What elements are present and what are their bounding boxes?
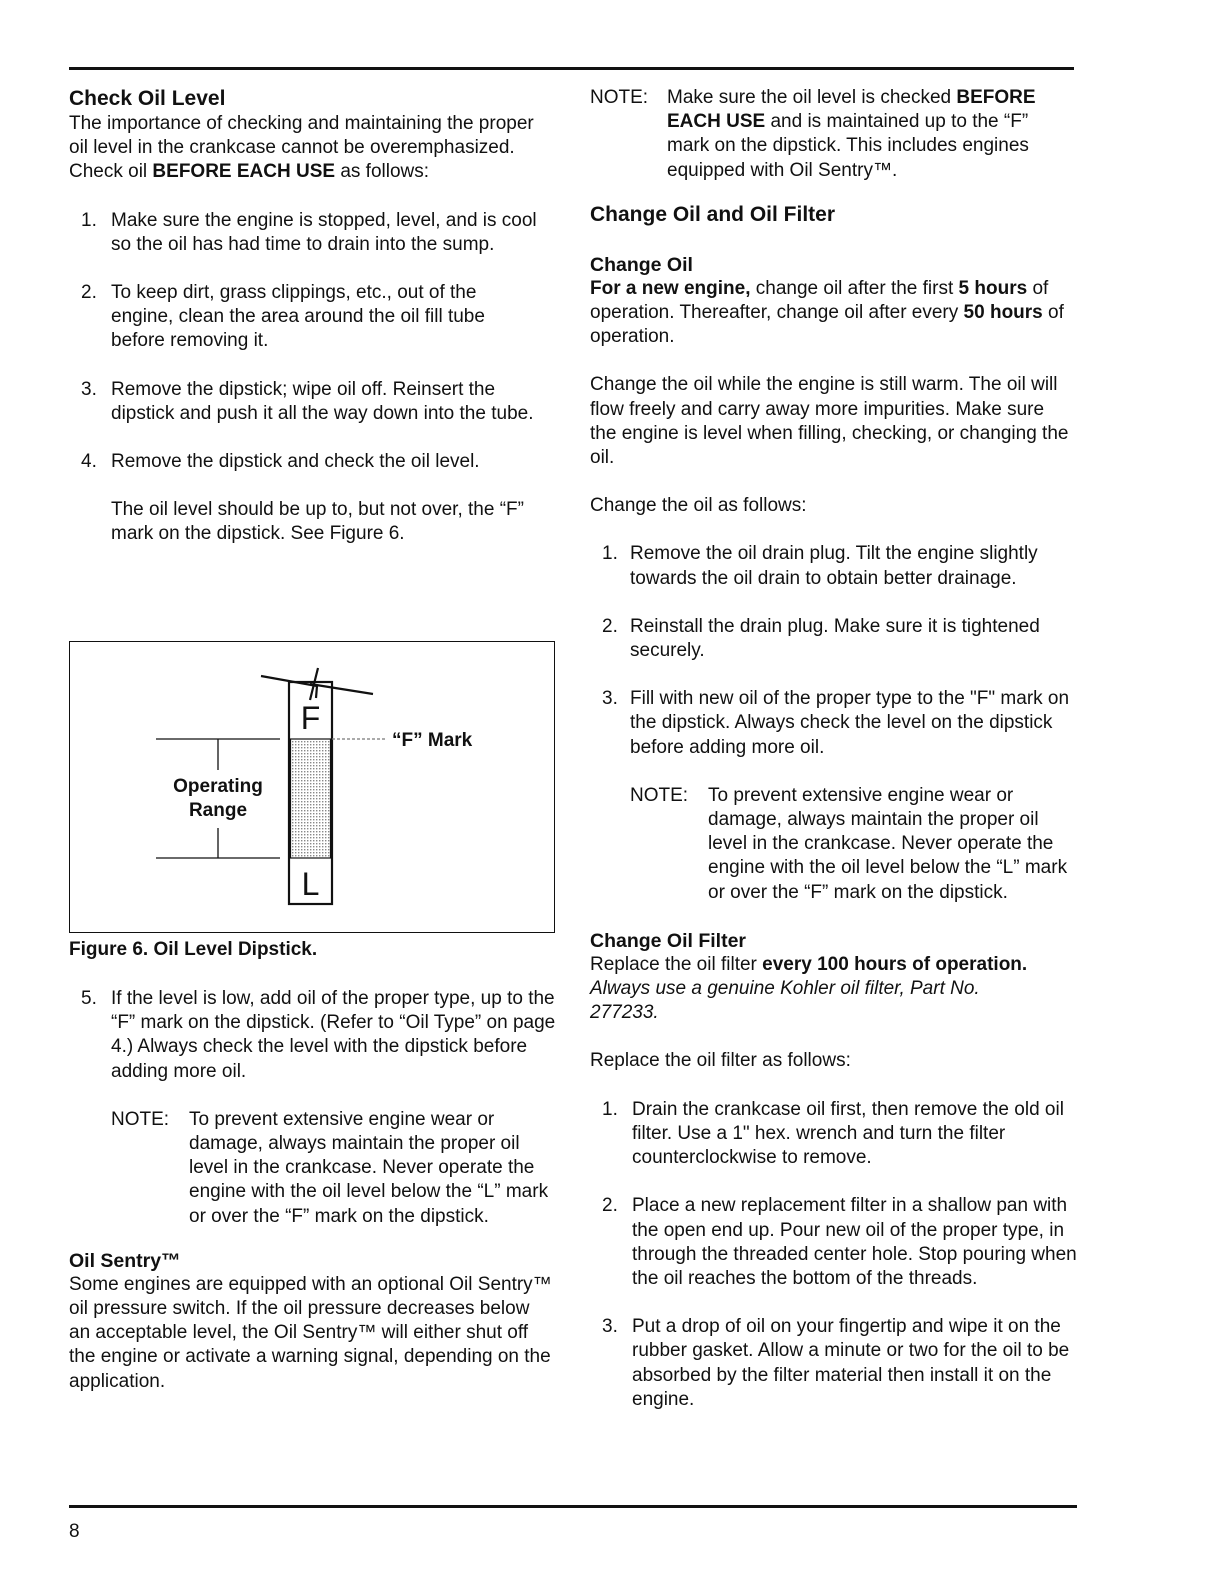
filter-follows: Replace the oil filter as follows: bbox=[590, 1050, 851, 1072]
change-oil-follows: Change the oil as follows: bbox=[590, 495, 807, 517]
oil-sentry-text: Some engines are equipped with an optional Oil Sentry™ oil pressure switch. If the oil pressure decreases below an acceptable level, the Oil Sentry™ will either shut off the engine or activate a warning signal, depending on the application. bbox=[69, 1273, 552, 1392]
oil-dipstick-figure bbox=[69, 641, 555, 933]
filter-interval: Replace the oil filter every 100 hours of operation. bbox=[590, 953, 1028, 975]
oil-sentry-heading: Oil Sentry™ bbox=[69, 1249, 181, 1272]
left-column bbox=[69, 86, 549, 547]
filter-step-3: 3. Put a drop of oil on your fingertip and wipe it on the rubber gasket. Allow a minute or two for the oil to be absorbed by the filter material then install it on the engine. bbox=[602, 1316, 1070, 1410]
right-column bbox=[590, 86, 1080, 1412]
f-mark-label: “F” Mark bbox=[392, 730, 473, 751]
change-oil-intervals: For a new engine, change oil after the first 5 hours of operation. Thereafter, change oil after every 50 hours of operation. bbox=[590, 277, 1064, 348]
change-oil-warm-text: Change the oil while the engine is still warm. The oil will flow freely and carry away more impurities. Make sure the engine is level when filling, checking, or changing the oil. bbox=[590, 374, 1069, 469]
check-step-5: 5. If the level is low, add oil of the proper type, up to the “F” mark on the dipstick. (Refer to “Oil Type” on page 4.) Always check the level with the dipstick before adding more oil. bbox=[81, 988, 556, 1082]
check-oil-intro: The importance of checking and maintaining the proper oil level in the crankcase cannot be overemphasized. Check oil BEFORE EACH USE as follows: bbox=[69, 113, 534, 183]
check-before-use-note: NOTE: Make sure the oil level is checked BEFORE EACH USE and is maintained up to the “F” mark on the dipstick. This includes engines equipped with Oil Sentry™. bbox=[590, 87, 1036, 181]
oil-step-3: 3. Fill with new oil of the proper type to the "F" mark on the dipstick. Always check the level on the dipstick before adding more oil. bbox=[602, 688, 1070, 758]
operating-range-shading bbox=[291, 739, 331, 858]
check-step-4: 4. Remove the dipstick and check the oil level. bbox=[81, 451, 480, 473]
change-oil-heading: Change Oil bbox=[590, 253, 693, 276]
oil-change-note: NOTE: To prevent extensive engine wear or damage, always maintain the proper oil level in the crankcase. Never operate the engine with the oil level below the “L” mark or over the “F” mark on the dipstick. bbox=[630, 784, 1068, 903]
filter-part-number: Always use a genuine Kohler oil filter, Part No. 277233. bbox=[590, 978, 980, 1024]
top-rule bbox=[69, 67, 1074, 70]
check-step-4-detail: The oil level should be up to, but not over, the “F” mark on the dipstick. See Figure 6. bbox=[111, 499, 524, 545]
check-step-3: 3. Remove the dipstick; wipe oil off. Reinsert the dipstick and push it all the way down into the tube. bbox=[81, 378, 534, 424]
page-number: 8 bbox=[69, 1521, 80, 1542]
oil-step-2: 2. Reinstall the drain plug. Make sure it is tightened securely. bbox=[602, 615, 1040, 662]
check-step-1: 1. Make sure the engine is stopped, level, and is cool so the oil has had time to drain into the sump. bbox=[81, 209, 537, 255]
dipstick-f-letter: F bbox=[300, 700, 321, 736]
dipstick-l-letter: L bbox=[301, 866, 320, 902]
filter-step-2: 2. Place a new replacement filter in a shallow pan with the open end up. Pour new oil of the proper type, in through the threaded center hole. Stop pouring when the oil reaches the bottom of the threads. bbox=[602, 1195, 1077, 1289]
bottom-rule bbox=[69, 1505, 1077, 1508]
operating-range-label-2: Range bbox=[188, 800, 248, 821]
check-step-2: 2. To keep dirt, grass clippings, etc., out of the engine, clean the area around the oil fill tube before removing it. bbox=[81, 282, 485, 352]
oil-step-1: 1. Remove the oil drain plug. Tilt the engine slightly towards the oil drain to obtain better drainage. bbox=[602, 543, 1038, 589]
figure-caption: Figure 6. Oil Level Dipstick. bbox=[69, 939, 318, 960]
operating-range-label-1: Operating bbox=[173, 776, 263, 797]
change-oil-filter-heading: Change Oil Filter bbox=[590, 929, 747, 952]
filter-step-1: 1. Drain the crankcase oil first, then remove the old oil filter. Use a 1" hex. wrench and turn the filter counterclockwise to remove. bbox=[602, 1098, 1064, 1169]
left-column-lower bbox=[69, 987, 559, 1394]
dipstick-break-icon bbox=[261, 668, 373, 700]
check-oil-level-heading: Check Oil Level bbox=[69, 87, 226, 110]
change-oil-and-filter-heading: Change Oil and Oil Filter bbox=[590, 202, 836, 226]
check-oil-note: NOTE: To prevent extensive engine wear or damage, always maintain the proper oil level in the crankcase. Never operate the engine with the oil level below the “L” mark or over the “F” mark on the dipstick. bbox=[111, 1108, 549, 1227]
